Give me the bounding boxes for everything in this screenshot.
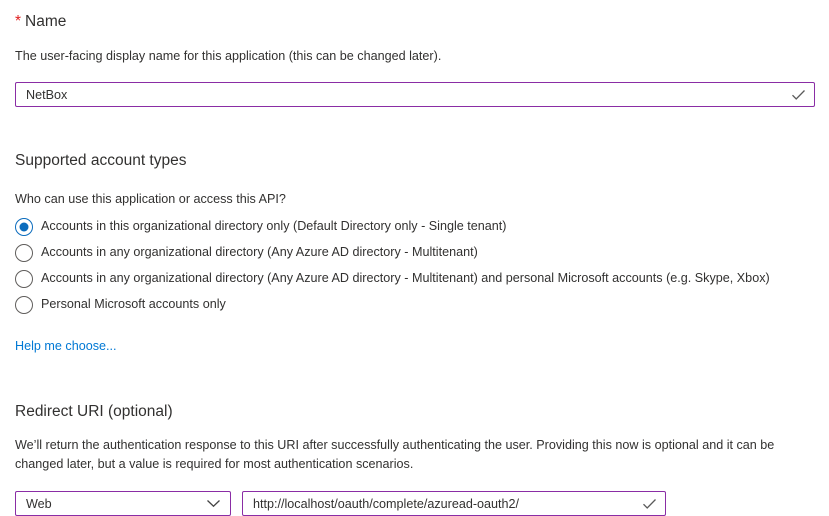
radio-option-label: Accounts in any organizational directory (Any Azure AD directory - Multitenant) and personal Microsoft accounts (e.g. Skype, Xbox) <box>41 271 770 285</box>
account-types-title: Supported account types <box>15 152 187 169</box>
radio-option-single-tenant[interactable] <box>15 217 815 236</box>
name-section-title <box>15 12 815 32</box>
radio-icon[interactable] <box>15 244 33 262</box>
required-asterisk: * <box>15 13 22 30</box>
account-types-radio-group <box>15 217 815 314</box>
redirect-uri-row <box>15 491 815 516</box>
radio-option-label: Accounts in this organizational directory only (Default Directory only - Single tenant) <box>41 219 507 233</box>
radio-option-label: Accounts in any organizational directory (Any Azure AD directory - Multitenant) <box>41 245 478 259</box>
help-me-choose-link[interactable]: Help me choose... <box>15 339 117 353</box>
name-input-field <box>15 82 815 107</box>
platform-select[interactable] <box>15 491 231 516</box>
redirect-uri-input-field <box>242 491 666 516</box>
radio-icon[interactable] <box>15 270 33 288</box>
radio-option-personal-only[interactable] <box>15 295 815 314</box>
radio-option-multitenant-personal[interactable] <box>15 269 815 288</box>
platform-select-value: Web <box>26 496 52 511</box>
redirect-uri-description: We’ll return the authentication response to this URI after successfully authenticating the user. Providing this now is optional and it can be changed later, but a value is required for most authentication scenarios. <box>15 438 775 471</box>
radio-icon[interactable] <box>15 218 33 236</box>
radio-option-multitenant[interactable] <box>15 243 815 262</box>
account-types-question: Who can use this application or access this API? <box>15 192 286 206</box>
redirect-uri-input[interactable] <box>243 492 665 515</box>
radio-icon[interactable] <box>15 296 33 314</box>
redirect-uri-title: Redirect URI (optional) <box>15 403 173 420</box>
radio-option-label: Personal Microsoft accounts only <box>41 297 226 311</box>
name-description: The user-facing display name for this application (this can be changed later). <box>15 49 442 63</box>
chevron-down-icon <box>206 499 221 508</box>
validation-check-icon <box>642 498 657 510</box>
validation-check-icon <box>791 89 806 101</box>
name-title-text: Name <box>25 13 67 30</box>
name-input[interactable] <box>16 83 814 106</box>
